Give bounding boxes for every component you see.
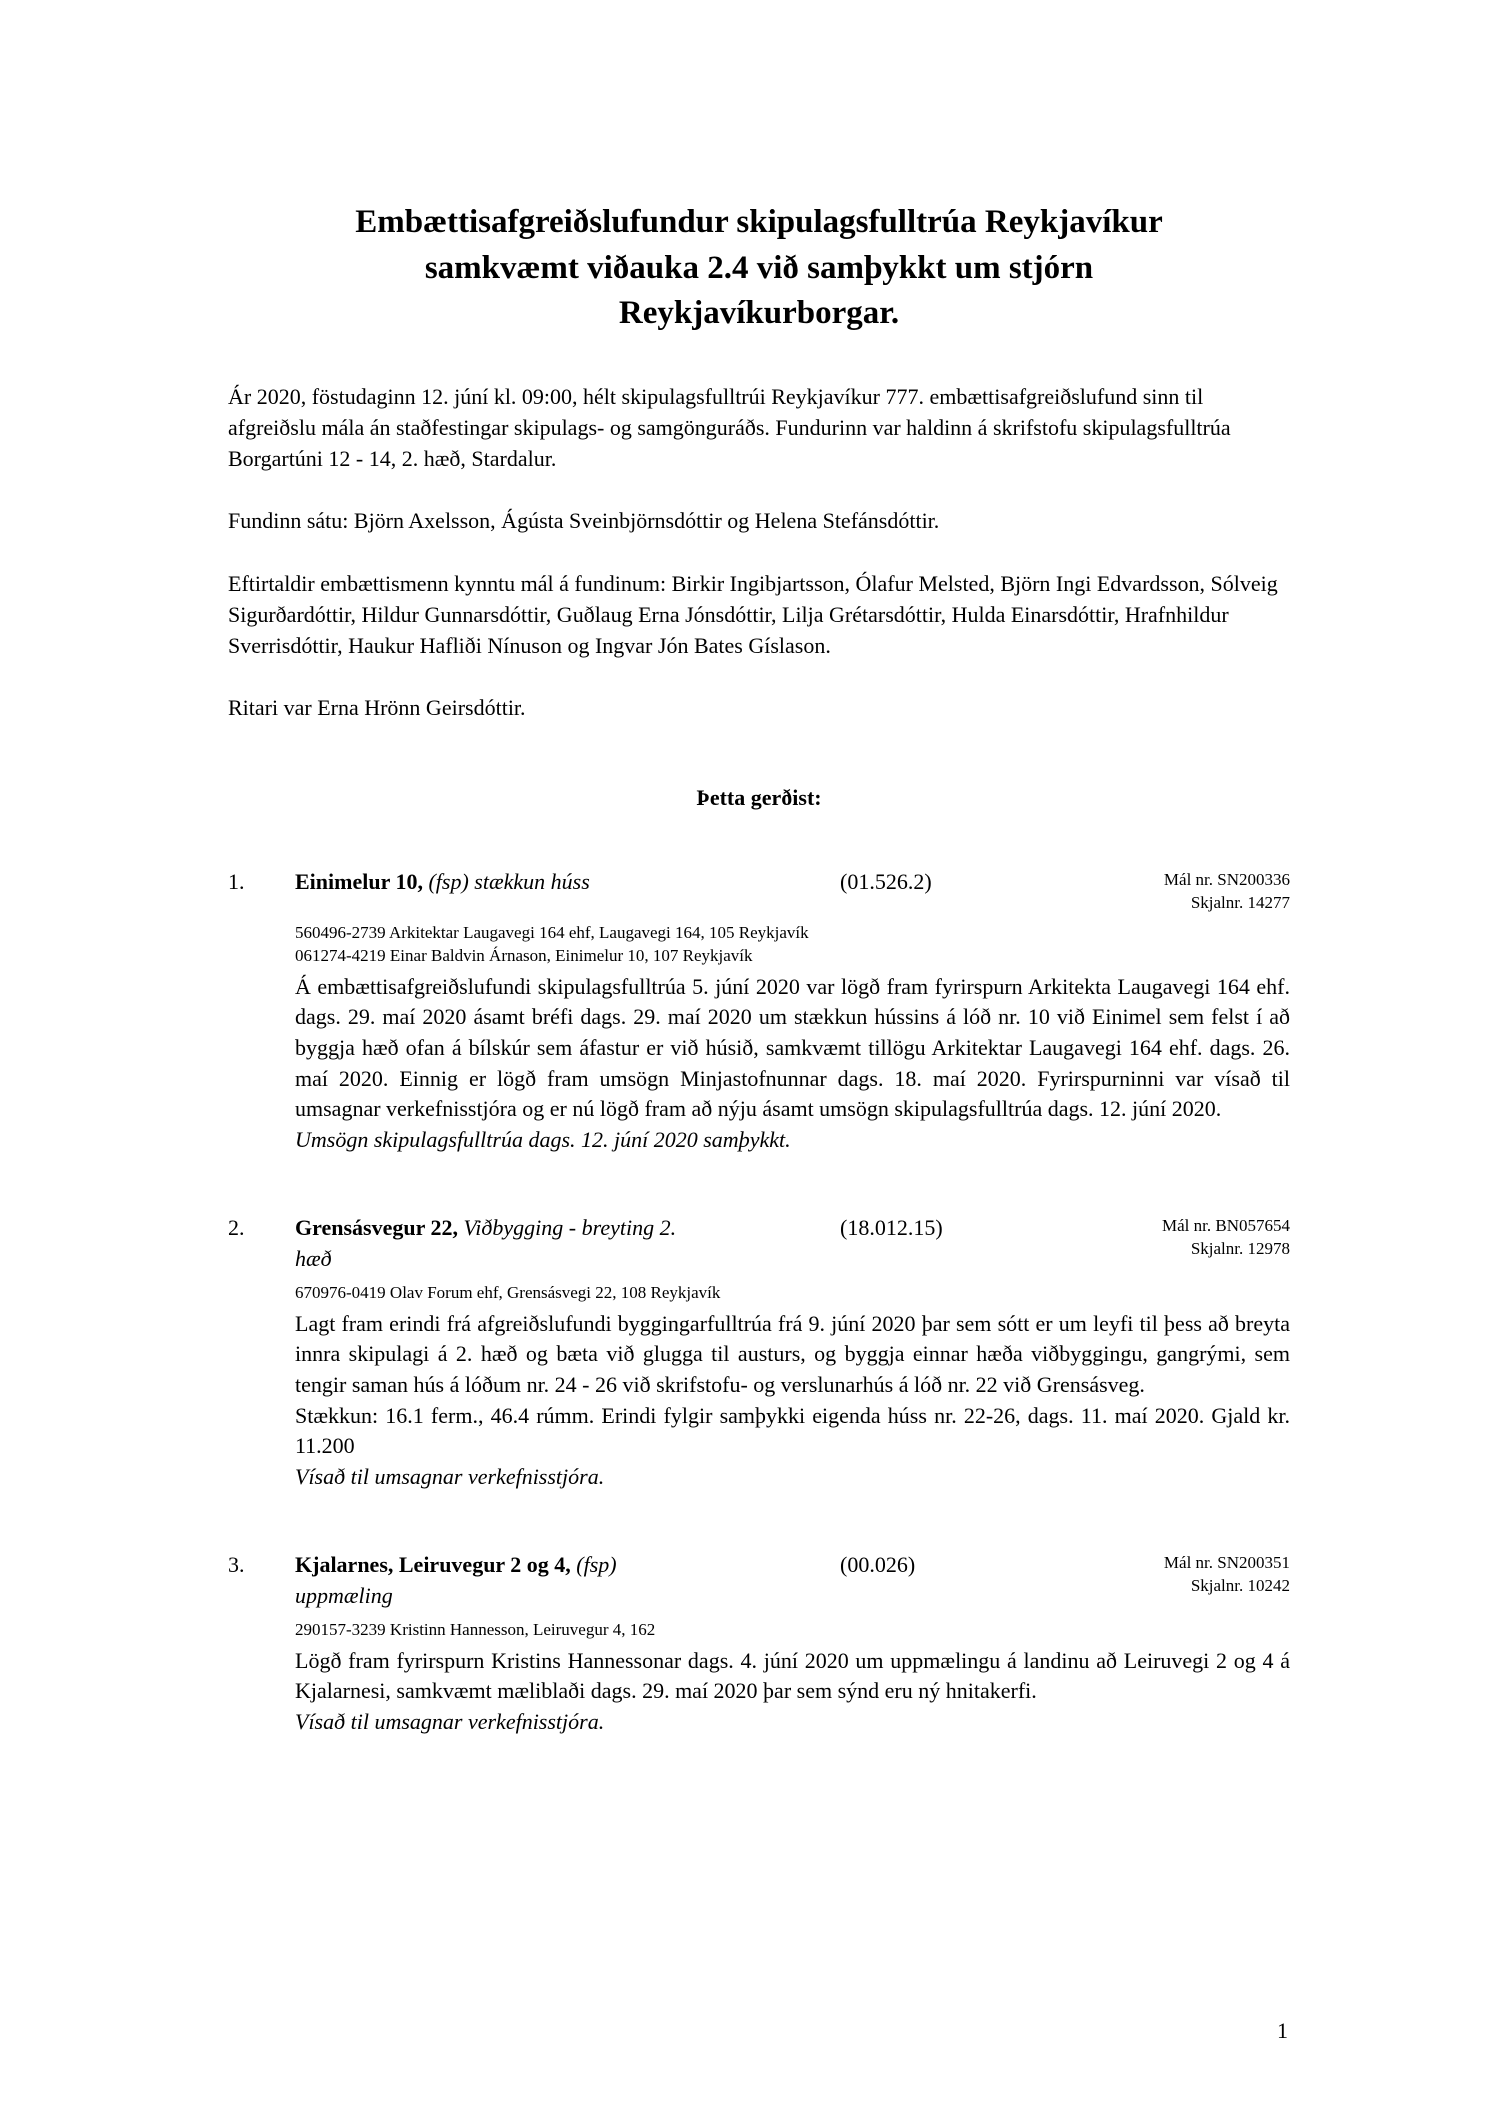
intro-paragraph-meeting-info: Ár 2020, föstudaginn 12. júní kl. 09:00, hélt skipulagsfulltrúi Reykjavíkur 777. embættisafgreiðslufund sinn til afgreiðslu mála án staðfestingar skipulags- og samgönguráðs. Fundurinn var haldinn á skrifstofu skipulagsfulltrúa Borgartúni 12 - 14, 2. hæð, Stardalur. [228, 383, 1231, 472]
item-references [1162, 1213, 1290, 1260]
section-heading: Þetta gerðist: [696, 785, 822, 811]
agenda-item-2 [228, 1213, 1290, 1492]
document-number: Skjalnr. 10242 [1190, 1575, 1290, 1595]
item-subtitle: (fsp) [576, 1552, 617, 1578]
case-number: Mál nr. BN057654 [1162, 1216, 1290, 1236]
item-subtitle-line-2: hæð [295, 1245, 332, 1271]
item-title-block [295, 1213, 840, 1274]
party-line: 061274-4219 Einar Baldvin Árnason, Einimelur 10, 107 Reykjavík [295, 946, 753, 966]
case-number: Mál nr. SN200336 [1163, 870, 1290, 890]
document-title [228, 200, 1290, 337]
document-title-line-2: samkvæmt viðauka 2.4 við samþykkt um stjórn [424, 249, 1094, 286]
item-code: (18.012.15) [840, 1215, 943, 1241]
item-resolution: Umsögn skipulagsfulltrúa dags. 12. júní 2020 samþykkt. [295, 1126, 791, 1152]
item-title-block [295, 1550, 840, 1611]
intro-paragraph-secretary: Ritari var Erna Hrönn Geirsdóttir. [228, 695, 526, 721]
item-title: Einimelur 10, [295, 869, 423, 895]
item-resolution: Vísað til umsagnar verkefnisstjóra. [295, 1463, 605, 1489]
item-resolution: Vísað til umsagnar verkefnisstjóra. [295, 1708, 605, 1734]
item-references [1164, 867, 1290, 914]
agenda-item-1-header [228, 867, 1290, 914]
document-number: Skjalnr. 12978 [1190, 1238, 1290, 1258]
document-title-line-1: Embættisafgreiðslufundur skipulagsfulltrúa Reykjavíkur [355, 204, 1163, 240]
item-title-block [295, 867, 840, 897]
item-body-paragraph: Lögð fram fyrirspurn Kristins Hannessonar dags. 4. júní 2020 um uppmælingu á landinu að Leiruvegi 2 og 4 á Kjalarnesi, samkvæmt mæliblaði dags. 29. maí 2020 þar sem sýnd eru ný hnitakerfi. [295, 1647, 1290, 1704]
item-title: Grensásvegur 22, [295, 1215, 458, 1241]
item-title: Kjalarnes, Leiruvegur 2 og 4, [295, 1552, 571, 1578]
item-number: 3. [228, 1552, 245, 1578]
case-number: Mál nr. SN200351 [1163, 1553, 1290, 1573]
item-code: (01.526.2) [840, 869, 932, 895]
document-number: Skjalnr. 14277 [1190, 892, 1290, 912]
item-body-paragraph: Á embættisafgreiðslufundi skipulagsfulltrúa 5. júní 2020 var lögð fram fyrirspurn Arkitekta Laugavegi 164 ehf. dags. 29. maí 2020 ásamt bréfi dags. 29. maí 2020 um stækkun hússins á lóð nr. 10 við Einimel sem felst í að byggja hæð ofan á bílskúr sem áfastur er við húsið, samkvæmt tillögu Arkitektar Laugavegi 164 ehf. dags. 26. maí 2020. Einnig er lögð fram umsögn Minjastofnunnar dags. 18. maí 2020. Fyrirspurninni var vísað til umsagnar verkefnisstjóra og er nú lögð fram að nýju ásamt umsögn skipulagsfulltrúa dags. 12. júní 2020. [295, 973, 1290, 1122]
agenda-item-3-header [228, 1550, 1290, 1611]
document-title-line-3: Reykjavíkurborgar. [618, 295, 900, 332]
party-line: 560496-2739 Arkitektar Laugavegi 164 ehf, Laugavegi 164, 105 Reykjavík [295, 923, 809, 943]
party-line: 670976-0419 Olav Forum ehf, Grensásvegi 22, 108 Reykjavík [295, 1283, 721, 1303]
item-code: (00.026) [840, 1552, 916, 1578]
page-number: 1 [1277, 2018, 1288, 2043]
agenda-item-2-content [295, 1282, 1290, 1492]
item-subtitle-line-2: uppmæling [295, 1582, 393, 1608]
party-line: 290157-3239 Kristinn Hannesson, Leiruvegur 4, 162 [295, 1620, 656, 1640]
item-body-paragraph: Stækkun: 16.1 ferm., 46.4 rúmm. Erindi fylgir samþykki eigenda húss nr. 22-26, dags. 11. maí 2020. Gjald kr. 11.200 [295, 1402, 1290, 1459]
agenda-item-3-content [295, 1619, 1290, 1738]
agenda-item-2-header [228, 1213, 1290, 1274]
intro-paragraph-officials: Eftirtaldir embættismenn kynntu mál á fundinum: Birkir Ingibjartsson, Ólafur Melsted, Björn Ingi Edvardsson, Sólveig Sigurðardóttir, Hildur Gunnarsdóttir, Guðlaug Erna Jónsdóttir, Lilja Grétarsdóttir, Hulda Einarsdóttir, Hrafnhildur Sverrisdóttir, Haukur Hafliði Nínuson og Ingvar Jón Bates Gíslason. [228, 570, 1278, 658]
item-number: 2. [228, 1215, 245, 1241]
agenda-item-1-content [295, 922, 1290, 1155]
intro-paragraph-attendees: Fundinn sátu: Björn Axelsson, Ágústa Sveinbjörnsdóttir og Helena Stefánsdóttir. [228, 508, 940, 534]
item-subtitle: Viðbygging - breyting 2. [463, 1215, 677, 1241]
item-number: 1. [228, 869, 245, 895]
item-subtitle: (fsp) stækkun húss [428, 869, 590, 895]
item-references [1164, 1550, 1290, 1597]
agenda-item-1 [228, 867, 1290, 1155]
item-body-paragraph: Lagt fram erindi frá afgreiðslufundi byggingarfulltrúa frá 9. júní 2020 þar sem sótt er um leyfi til þess að breyta innra skipulagi á 2. hæð og bæta við glugga til austurs, og byggja einnar hæða viðbyggingu, gangrými, sem tengir saman hús á lóðum nr. 24 - 26 við skrifstofu- og verslunarhús á lóð nr. 22 við Grensásveg. [295, 1310, 1290, 1397]
agenda-item-3 [228, 1550, 1290, 1737]
